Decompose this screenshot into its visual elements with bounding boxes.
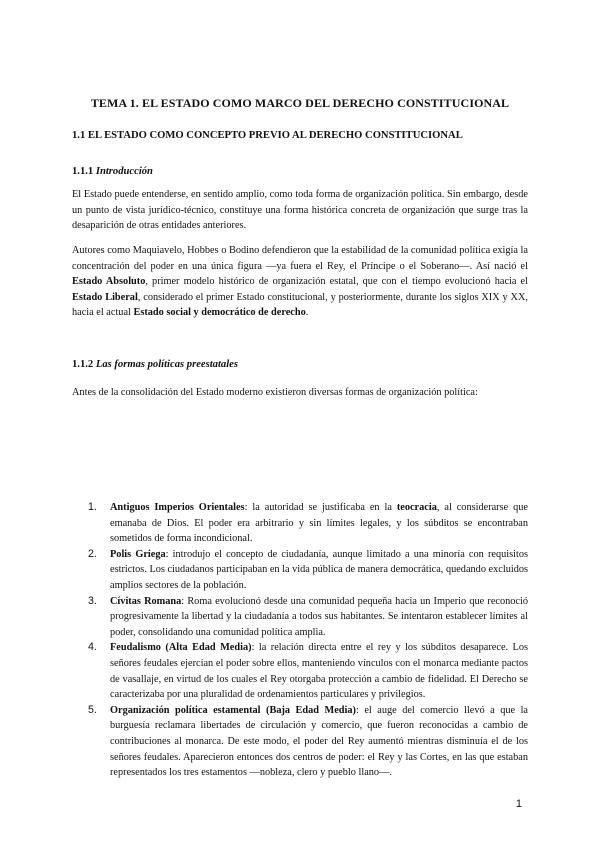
forms-list — [72, 500, 528, 781]
text-run: : el auge del comercio llevó a que la burguesía reclamara libertades de circulación y comercio, que fueron reconocidas a cambio de contribuciones al monarca. De este modo, el poder del Rey aumentó mientras disminuía el de los señores feudales. Aparecieron entonces dos centros de poder: el Rey y las Cortes, en las que estaban representados los tres estamentos —nobleza, clero y pueblo llano—. — [110, 704, 528, 779]
list-marker: 5. — [88, 703, 97, 716]
list-item — [72, 703, 528, 781]
list-marker: 3. — [88, 594, 97, 607]
list-marker: 4. — [88, 641, 97, 654]
text-run: : la autoridad se justificaba en la — [244, 502, 397, 513]
subsection-heading-formas-politicas — [72, 358, 238, 372]
subsection-number: 1.1.1 — [72, 166, 94, 177]
list-item-term: Polis Griega — [110, 548, 166, 560]
text-run: . — [305, 307, 309, 319]
list-marker: 2. — [88, 547, 97, 560]
subsection-number: 1.1.2 — [72, 359, 94, 370]
bold-term-estado-liberal: Estado Liberal — [72, 291, 138, 303]
bold-term-estado-social: Estado social y democrático de derecho — [133, 307, 306, 319]
bold-term-estado-absoluto: Estado Absoluto — [72, 276, 146, 288]
document-title: TEMA 1. EL ESTADO COMO MARCO DEL DERECHO CONSTITUCIONAL — [90, 96, 510, 110]
list-item — [72, 640, 528, 702]
section-title: 1.1 EL ESTADO COMO CONCEPTO PREVIO AL DERECHO CONSTITUCIONAL — [72, 130, 463, 141]
paragraph-introduccion-1: El Estado puede entenderse, en sentido amplio, como toda forma de organización política. Sin embargo, desde un punto de vista jurídico-técnico, constituye una forma histórica concreta de organización que surge tras la desaparición de otras entidades anteriores. — [72, 189, 528, 232]
list-item — [72, 547, 528, 594]
text-run: : Roma evolucionó desde una comunidad pequeña hacia un Imperio que reconoció progresivamente la libertad y la ciudadanía a todos sus habitantes. Se intentaron establecer límites al poder, consolidando una comunidad política amplia. — [110, 595, 528, 638]
subsection-title: Las formas políticas preestatales — [95, 359, 238, 370]
text-run: , primer modelo histórico de organización estatal, que con el tiempo evolucionó hacia el — [145, 276, 528, 288]
list-item-term: Antiguos Imperios Orientales — [110, 502, 245, 513]
page-number: 1 — [515, 798, 522, 810]
list-item — [72, 594, 528, 641]
text-run: : la relación directa entre el rey y los súbditos desaparece. Los señores feudales ejercían el poder sobre ellos, manteniendo vínculos con el monarca mediante pactos de vasallaje, en virtud de los cuales el Rey otorgaba protección a cambio de fidelidad. El Derecho se caracterizaba por una pluralidad de ordenamientos particulares y privilegios. — [110, 642, 528, 701]
paragraph-formas-intro: Antes de la consolidación del Estado moderno existieron diversas formas de organización política: — [72, 387, 478, 398]
text-run: Autores como Maquiavelo, Hobbes o Bodino defendieron que la estabilidad de la comunidad política exigía la concentración del poder en una única figura —ya fuera el Rey, el Príncipe o el Soberano—. Así nació el — [72, 245, 528, 272]
text-run: , considerado el primer Estado constitucional, y posteriormente, durante los siglos XIX y XX, hacia el actual — [72, 291, 528, 319]
subsection-title: Introducción — [95, 166, 153, 177]
list-marker: 1. — [88, 501, 97, 513]
text-run: , al considerarse que emanaba de Dios. El poder era arbitrario y sin límites legales, y los súbditos se encontraban sometidos de forma incondicional. — [110, 502, 528, 545]
list-item-term: Organización política estamental (Baja Edad Media) — [110, 704, 356, 716]
subsection-heading-introduccion — [72, 165, 153, 179]
list-item-term: Feudalismo (Alta Edad Media) — [110, 642, 252, 654]
paragraph-introduccion-2 — [72, 243, 528, 321]
bold-term-teocracia: teocracia — [396, 502, 437, 513]
list-item-term: Cívitas Romana — [110, 595, 182, 607]
text-run: : introdujo el concepto de ciudadanía, aunque limitado a una minoría con requisitos estrictos. Los ciudadanos participaban en la vida pública de manera democrática, quedando excluidos amplios sectores de la población. — [110, 548, 529, 591]
list-item — [72, 500, 528, 547]
